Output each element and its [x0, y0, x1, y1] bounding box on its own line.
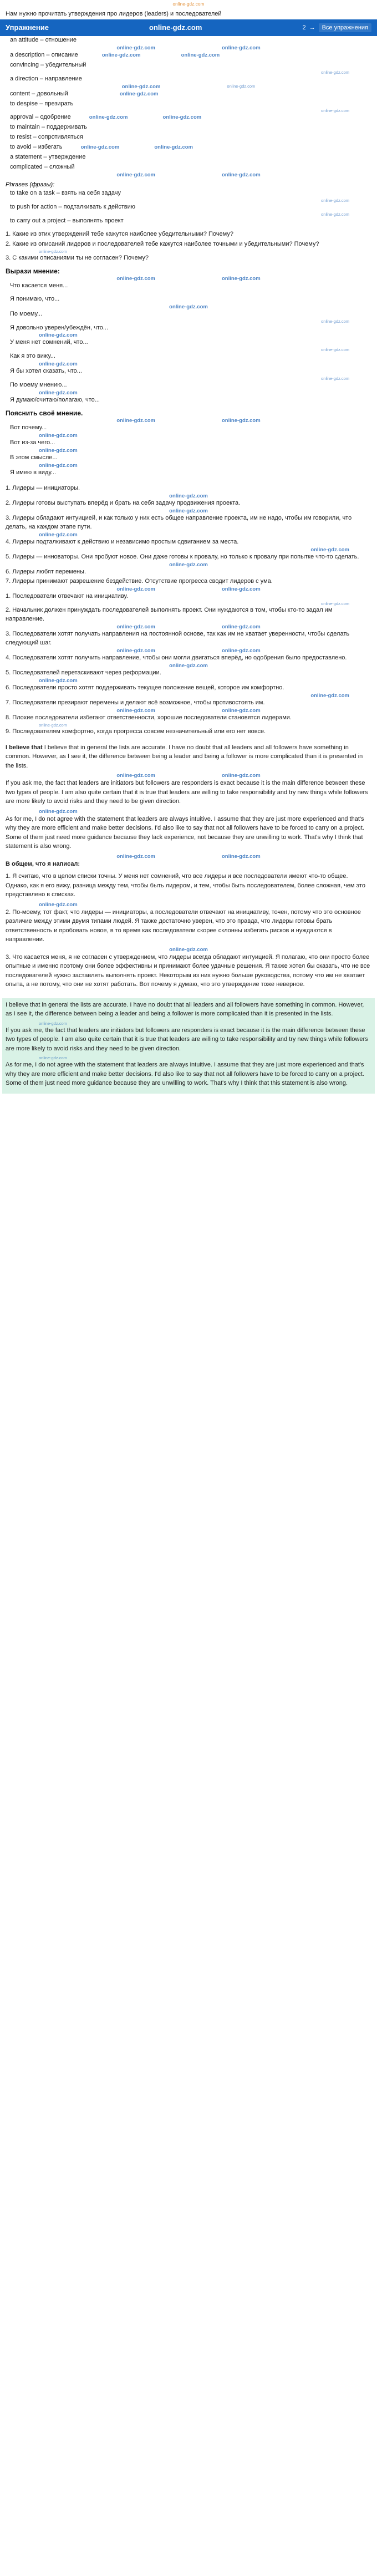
site-brand-topbar — [0, 0, 377, 8]
list-item: 5. Лидеры — инноваторы. Они пробуют новое. Они даже готовы к провалу, но только к провалу при попытке что-то сделать. — [6, 553, 359, 560]
vocab-ru: утверждение — [48, 154, 86, 161]
opinion-item: По моему... — [10, 310, 43, 317]
vocab-item: convincing – убедительный — [10, 61, 86, 68]
vocab-ru: сопротивляться — [38, 134, 83, 141]
vocab-ru: отношение — [45, 36, 77, 43]
watermark: online-gdz.com — [321, 376, 349, 382]
watermark: online-gdz.com — [116, 44, 155, 51]
watermark: online-gdz.com — [39, 531, 78, 538]
vocab-ru: одобрение — [40, 114, 71, 121]
explain-item: Вот из-за чего... — [10, 439, 55, 446]
vocab-ru: избегать — [38, 144, 63, 151]
vocab-en: an attitude — [10, 36, 39, 43]
watermark: online-gdz.com — [39, 361, 78, 368]
highlight-paragraph: I believe that in general the lists are accurate. I have no doubt that all leaders and all followers have something in common. However, as I see it, the difference between being a leader and being a follower is more complicated than it is presented in the lists. — [6, 1001, 364, 1018]
watermark: online-gdz.com — [321, 108, 349, 114]
highlighted-answer-block — [2, 998, 375, 1094]
watermark: online-gdz.com — [116, 853, 155, 860]
explain-heading: Пояснить своё мнение. — [6, 409, 83, 418]
watermark: online-gdz.com — [222, 44, 261, 51]
question-item: 1. Какие из этих утверждений тебе кажутся наиболее убедительными? Почему? — [6, 230, 233, 237]
question-item: 2. Какие из описаний лидеров и последователей тебе кажутся наиболее точными и убедительными? Почему? — [6, 240, 319, 247]
watermark: online-gdz.com — [116, 624, 155, 631]
watermark: online-gdz.com — [39, 808, 78, 815]
watermark: online-gdz.com — [39, 332, 78, 339]
watermark: online-gdz.com — [227, 83, 256, 89]
watermark: online-gdz.com — [310, 546, 349, 553]
list-item: 5. Последователей перетаскивают через реформации. — [6, 669, 161, 677]
watermark: online-gdz.com — [80, 144, 120, 151]
translation-paragraph: 3. Что касается меня, я не согласен с утверждением, что лидеры всегда обладают интуицией. Я полагаю, что они просто более опытные и именно поэтому они более эффективны и принимают более удачные решения. Я также хотел бы сказать, что не все последователей нужно заставлять выполнять проект. Некоторым из них нужно больше руководства, потому что им не хватает опыта, а не потому, что они не хотят работать. Вот почему я думаю, что это утверждение тоже неверное. — [6, 953, 370, 988]
watermark: online-gdz.com — [169, 507, 208, 514]
vocabulary-list — [6, 36, 371, 178]
vocab-en: a description — [10, 51, 45, 58]
watermark: online-gdz.com — [169, 561, 208, 568]
vocab-item: an attitude – отношение — [10, 36, 77, 43]
watermark: online-gdz.com — [321, 318, 349, 324]
vocab-item: to resist – сопротивляться — [10, 134, 83, 141]
watermark: online-gdz.com — [116, 707, 155, 714]
list-item: 2. Лидеры готовы выступать вперёд и брать на себя задачу продвижения проекта. — [6, 499, 241, 506]
watermark: online-gdz.com — [321, 198, 349, 204]
phrases-list — [6, 189, 371, 226]
watermark: online-gdz.com — [116, 773, 155, 779]
page-number: 2 — [302, 24, 306, 31]
vocab-en: approval — [10, 114, 34, 121]
opinion-item: По моему мнению... — [10, 382, 67, 389]
watermark: online-gdz.com — [169, 946, 208, 953]
watermark: online-gdz.com — [89, 114, 128, 121]
vocab-en: a statement — [10, 154, 42, 161]
watermark: online-gdz.com — [321, 69, 349, 75]
list-item: 1. Последователи отвечают на инициативу. — [6, 593, 128, 600]
all-exercises-button[interactable]: Все упражнения — [319, 23, 371, 32]
vocab-ru: довольный — [37, 90, 68, 97]
essay-paragraph: If you ask me, the fact that leaders are initiators but followers are responders is exact because it is the main difference between these two types of people. I am also quite certain that it is true that leaders are willing to take responsibility and try new things while followers are more likely to avoid risks and they need to be given direction. — [6, 780, 368, 805]
opinion-heading: Вырази мнение: — [6, 267, 60, 275]
watermark: online-gdz.com — [116, 172, 155, 179]
vocab-en: to despise — [10, 100, 38, 107]
explain-item: Вот почему... — [10, 424, 47, 431]
watermark: online-gdz.com — [39, 248, 67, 254]
phrase-item: to push for action – подталкивать к действию — [10, 204, 136, 211]
essay-bold-lead: I believe that — [6, 744, 43, 751]
intro-text: Нам нужно прочитать утверждения про лидеров (leaders) и последователей — [6, 11, 222, 17]
vocab-en: to avoid — [10, 144, 32, 151]
vocab-item: a statement – утверждение — [10, 154, 86, 161]
list-item: 7. Последователи презирают перемены и делают всё возможное, чтобы противостоять им. — [6, 699, 265, 706]
brand-label: online-gdz.com — [172, 2, 205, 7]
vocab-ru: презирать — [44, 100, 74, 107]
opinion-item: Я довольно уверен/убеждён, что... — [10, 324, 109, 331]
question-item: 3. С какими описаниями ты не согласен? Почему? — [6, 254, 149, 261]
vocab-ru: описание — [51, 51, 78, 58]
vocab-item: complicated – сложный — [10, 164, 75, 171]
vocab-item: content – довольный online-gdz.com — [10, 90, 159, 97]
watermark: online-gdz.com — [101, 52, 141, 58]
watermark: online-gdz.com — [39, 448, 78, 454]
watermark: online-gdz.com — [321, 347, 349, 353]
list-item: 6. Последователи просто хотят поддерживать текущее положение вещей, которое им комфортно. — [6, 684, 284, 691]
opinion-item: Я думаю/считаю/полагаю, что... — [10, 397, 100, 404]
watermark: online-gdz.com — [321, 211, 349, 217]
vocab-item: a description – описание online-gdz.com online-gdz.com — [10, 51, 220, 58]
watermark: online-gdz.com — [169, 303, 208, 310]
list-item: 8. Плохие последователи избегают ответственности, хорошие последователи становятся лидерами. — [6, 714, 292, 721]
phrase-ru: взять на себя задачу — [61, 190, 121, 197]
translation-paragraph: 2. По-моему, тот факт, что лидеры — инициаторы, а последователи отвечают на инициативу, точен, потому что это основное различие между этими двумя типами людей. Я также достаточно уверен, что это правда, что лидеры готовы брать ответственность и пробовать новое, в то время как последователи скорее склонны избегать рисков и нуждаются в направлении. — [6, 908, 361, 943]
vocab-item: a direction – направление — [10, 75, 82, 82]
watermark: online-gdz.com — [222, 648, 261, 654]
watermark: online-gdz.com — [310, 692, 349, 699]
list-item: 6. Лидеры любят перемены. — [6, 568, 86, 575]
vocab-item: to avoid – избегать online-gdz.com online-gdz.com — [10, 144, 193, 151]
pager[interactable] — [302, 23, 371, 32]
document-content — [0, 36, 377, 1108]
opinion-item: Как я это вижу... — [10, 353, 55, 360]
watermark: online-gdz.com — [39, 1020, 67, 1026]
watermark: online-gdz.com — [39, 901, 78, 908]
watermark: online-gdz.com — [116, 275, 155, 282]
explain-list — [6, 424, 371, 477]
opinion-item: Что касается меня... — [10, 282, 68, 289]
watermark: online-gdz.com — [222, 624, 261, 631]
next-page-arrow-icon[interactable]: → — [309, 24, 315, 31]
watermark: online-gdz.com — [222, 853, 261, 860]
watermark: online-gdz.com — [222, 172, 261, 179]
list-item: 2. Начальник должен принуждать последователей выполнять проект. Они нуждаются в том, чтобы кто-то задал им направление. — [6, 607, 333, 623]
list-item: 3. Последователи хотят получать направления на постоянной основе, так как им не хватает уверенности, чтобы сделать следующий шаг. — [6, 631, 350, 647]
highlight-paragraph: As for me, I do not agree with the statement that leaders are always intuitive. I assume that they are just more experienced and that's why they are more efficient and make better decisions. I'd also like to say that not all followers have to be forced to carry on a project. Some of them just need more guidance because they are unwilling to work. That's why I think that this statement is also wrong. — [6, 1061, 364, 1087]
essay-paragraph: As for me, I do not agree with the statement that leaders are always intuitive. I assume that they are just more experienced and that's why they are more efficient and make better decisions. I'd also like to say that not all followers have to be forced to carry on a project. Some of them just need more guidance because they lack experience, not because they are unwilling to work. That's why I think that statement is also wrong. — [6, 815, 364, 850]
watermark: online-gdz.com — [169, 492, 208, 499]
exercise-heading: Упражнение — [6, 23, 49, 32]
vocab-item: approval – одобрение online-gdz.com online-gdz.com — [10, 114, 202, 121]
watermark: online-gdz.com — [39, 462, 78, 469]
vocab-en: content — [10, 90, 30, 97]
phrase-ru: подталкивать к действию — [63, 204, 136, 211]
exercise-titlebar — [0, 19, 377, 36]
opinion-item: Я понимаю, что... — [10, 295, 60, 302]
vocab-item: to maintain – поддерживать — [10, 124, 87, 131]
watermark: online-gdz.com — [222, 586, 261, 593]
vocab-en: complicated — [10, 164, 43, 171]
vocab-ru: направление — [45, 75, 82, 82]
watermark: online-gdz.com — [321, 601, 349, 607]
watermark: online-gdz.com — [162, 114, 202, 121]
watermark: online-gdz.com — [39, 1055, 67, 1061]
watermark: online-gdz.com — [121, 83, 161, 90]
essay-text: I believe that in general the lists are accurate. I have no doubt that all leaders and all followers have something in common. However, as I see it, the difference between being a leader and being a follower is more complicated than it is presented in the lists. — [6, 744, 363, 769]
watermark: online-gdz.com — [119, 90, 159, 97]
watermark: online-gdz.com — [39, 677, 78, 684]
phrase-item: to carry out a project – выполнять проект — [10, 217, 124, 224]
opinion-item: Я бы хотел сказать, что... — [10, 368, 82, 375]
watermark: online-gdz.com — [39, 433, 78, 439]
phrase-ru: выполнять проект — [72, 217, 124, 224]
list-item: 3. Лидеры обладают интуицией, и как только у них есть общее направление проекта, им не надо, чтобы им говорили, что делать, на каждом этапе пути. — [6, 514, 352, 530]
watermark: online-gdz.com — [222, 707, 261, 714]
watermark: online-gdz.com — [222, 773, 261, 779]
watermark: online-gdz.com — [181, 52, 220, 58]
phrase-en: to push for action — [10, 204, 57, 211]
explain-item: В этом смысле... — [10, 454, 58, 461]
watermark: online-gdz.com — [116, 648, 155, 654]
watermark: online-gdz.com — [169, 663, 208, 669]
opinion-list — [6, 282, 371, 405]
list-item: 9. Последователям комфортно, когда прогресса совсем незначительный или его нет вовсе. — [6, 728, 266, 735]
watermark: online-gdz.com — [39, 390, 78, 397]
vocab-item: to despise – презирать — [10, 100, 74, 107]
vocab-ru: поддерживать — [47, 124, 87, 131]
vocab-en: convincing — [10, 61, 39, 68]
list-item: 4. Лидеры подталкивают к действию и независимо простым сдвиганием за места. — [6, 538, 239, 545]
vocab-en: to resist — [10, 134, 32, 141]
vocab-en: to maintain — [10, 124, 40, 131]
watermark: online-gdz.com — [154, 144, 193, 151]
watermark: online-gdz.com — [222, 418, 261, 424]
list-item: 4. Последователи хотят получить направление, чтобы они могли двигаться вперёд, но одобрения было предоставлено. — [6, 654, 347, 662]
explain-item: Я имею в виду... — [10, 469, 57, 476]
watermark: online-gdz.com — [116, 586, 155, 593]
vocab-ru: убедительный — [45, 61, 86, 68]
leaders-followers-list — [6, 484, 371, 736]
opinion-item: У меня нет сомнений, что... — [10, 339, 88, 346]
titlebar-site: online-gdz.com — [149, 23, 202, 32]
watermark: online-gdz.com — [222, 275, 261, 282]
phrase-item: to take on a task – взять на себя задачу — [10, 190, 121, 197]
translation-paragraph: 1. Я считаю, что в целом списки точны. У меня нет сомнений, что все лидеры и все последователи имеют что-то общее. Однако, как я его вижу, разница между тем, чтобы быть лидером, и тем, чтобы быть последователем, более сложная, чем это представлено в списках. — [6, 873, 365, 898]
vocab-en: a direction — [10, 75, 38, 82]
watermark: online-gdz.com — [116, 418, 155, 424]
highlight-paragraph: If you ask me, the fact that leaders are initiators but followers are responders is exact because it is the main difference between these two types of people. I am also quite certain that it is true that leaders are willing to take responsibility and try new things while followers are more likely to avoid risks and they need to be given direction. — [6, 1027, 368, 1052]
list-item: 7. Лидеры принимают разрешение бездействие. Отсутствие прогресса сводит лидеров с ума. — [6, 578, 273, 585]
vocab-ru: сложный — [49, 164, 75, 171]
essay-paragraph — [6, 743, 371, 771]
watermark: online-gdz.com — [39, 722, 67, 728]
phrase-en: to take on a task — [10, 190, 55, 197]
translation-heading: В общем, что я написал: — [6, 860, 80, 867]
list-item: 1. Лидеры — инициаторы. — [6, 484, 80, 491]
phrase-en: to carry out a project — [10, 217, 66, 224]
phrases-heading: Phrases (фразы): — [6, 181, 55, 189]
